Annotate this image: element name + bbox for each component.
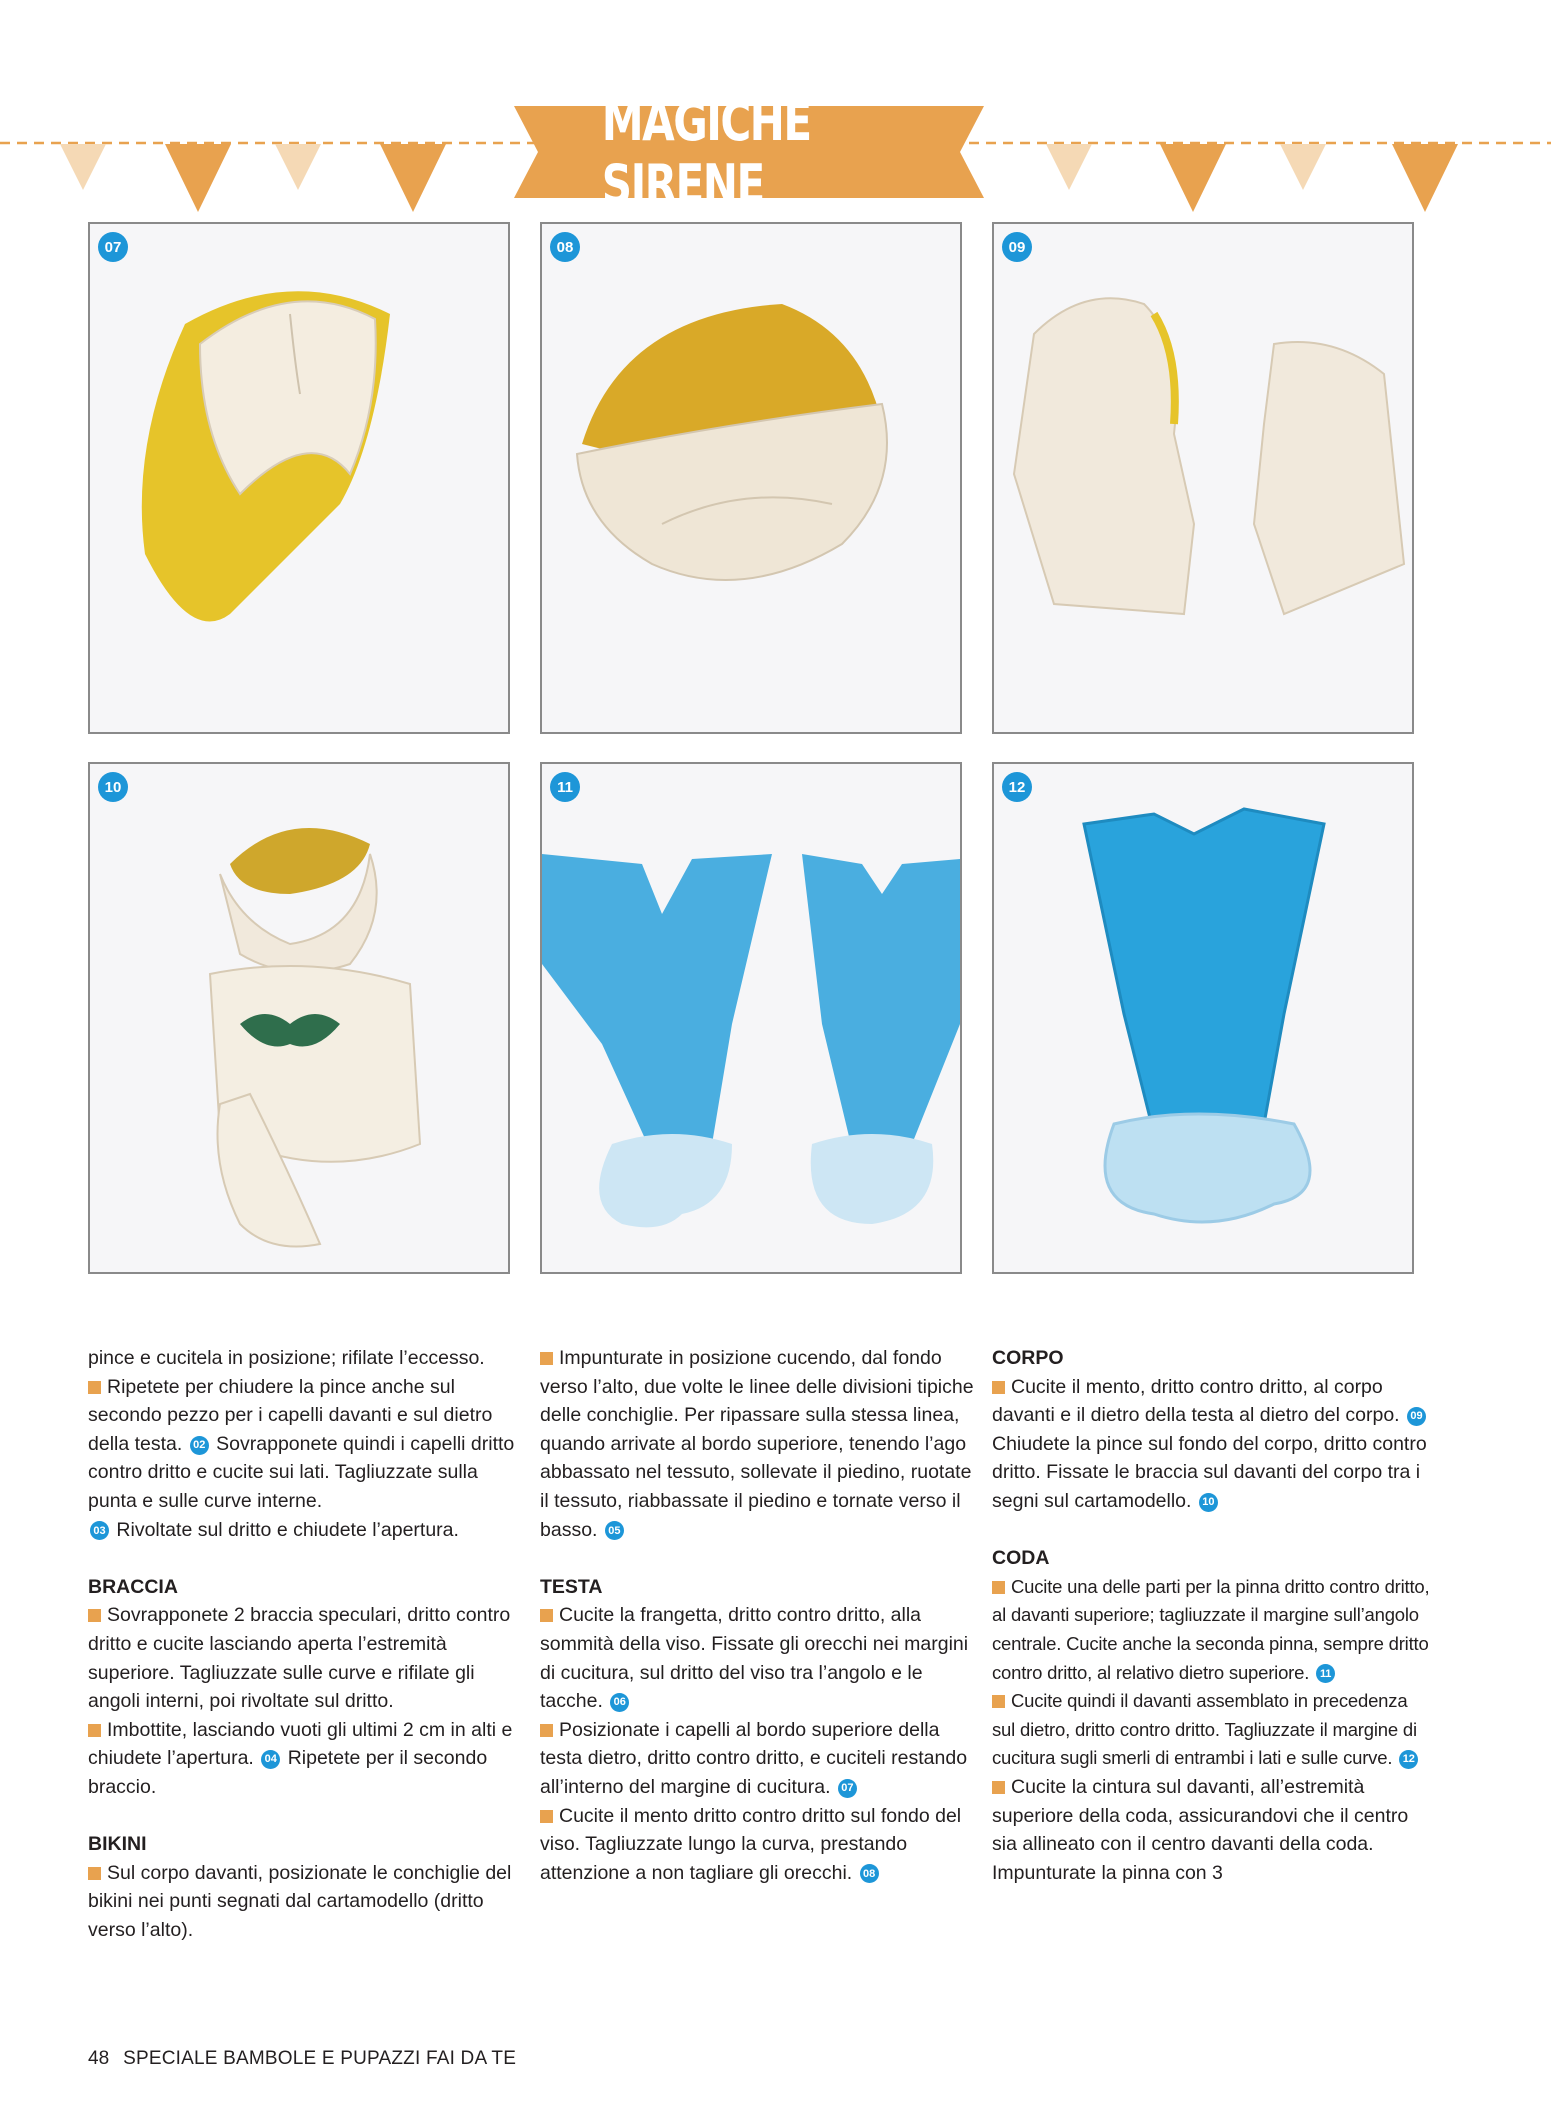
step-badge: 09: [1002, 232, 1032, 262]
page-number: 48: [88, 2048, 110, 2069]
paragraph: Cucite la frangetta, dritto contro dritto, alla sommità della viso. Fissate gli orecchi nei margini di cucitura, sul dritto del viso tra l’angolo e le tacche. 06: [540, 1604, 969, 1713]
bullet-square: [540, 1724, 553, 1737]
photo-step-10: [88, 762, 510, 1274]
paragraph: Cucite una delle parti per la pinna dritto contro dritto, al davanti superiore; tagliuzzate il margine sull’angolo centrale. Cucite anche la seconda pinna, sempre dritto contro dritto, al relativo dietro superiore. 11: [992, 1575, 1430, 1683]
page-title: MAGICHE SIRENE: [601, 90, 811, 216]
paragraph: Ripetete per chiudere la pince anche sul secondo pezzo per i capelli davanti e sul dietro della testa. 02 Sovrapponete quindi i capelli dritto contro dritto e cucite sui lati. Tagliuzzate sulla punta e sulle curve interne. 03 Rivoltate sul dritto e chiudete l’apertura.: [88, 1375, 515, 1541]
paragraph: Sovrapponete 2 braccia speculari, dritto contro dritto e cucite lasciando aperta l’estremità superiore. Tagliuzzate sulle curve e rifilate gli angoli interni, poi rivoltate sul dritto.: [88, 1604, 511, 1713]
step-ref-07: 07: [838, 1779, 857, 1798]
bullet-square: [88, 1867, 101, 1880]
paragraph: Sul corpo davanti, posizionate le conchiglie del bikini nei punti segnati dal cartamodello (dritto verso l’alto).: [88, 1861, 512, 1941]
photo-11-image: [542, 764, 960, 1272]
photo-step-12: [992, 762, 1414, 1274]
step-ref-04: 04: [261, 1750, 280, 1769]
paragraph: pince e cucitela in posizione; rifilate l’eccesso.: [88, 1347, 485, 1369]
text-column-3: [992, 1344, 1432, 1887]
photo-08-image: [542, 224, 960, 732]
step-badge: 10: [98, 772, 128, 802]
step-ref-03: 03: [90, 1521, 109, 1540]
bullet-square: [540, 1352, 553, 1365]
section-heading-corpo: CORPO: [992, 1347, 1064, 1369]
photo-12-image: [994, 764, 1412, 1272]
photo-10-image: [90, 764, 508, 1272]
step-ref-11: 11: [1316, 1664, 1335, 1683]
bullet-square: [992, 1781, 1005, 1794]
bullet-square: [992, 1695, 1005, 1708]
paragraph: Imbottite, lasciando vuoti gli ultimi 2 cm in alti e chiudete l’apertura. 04 Ripetete per il secondo braccio.: [88, 1718, 513, 1798]
text-column-2: [540, 1344, 980, 1887]
step-ref-05: 05: [605, 1521, 624, 1540]
paragraph: Impunturate in posizione cucendo, dal fondo verso l’alto, due volte le linee delle divisioni tipiche delle conchiglie. Per ripassare sulla stessa linea, quando arrivate al bordo superiore, tenendo l’ago abbassato nel tessuto, sollevate il piedino, ruotate il tessuto, riabbassate il piedino e tornate verso il basso. 05: [540, 1347, 974, 1541]
paragraph: Cucite la cintura sul davanti, all’estremità superiore della coda, assicurandovi che il centro sia allineato con il centro davanti della coda. Impunturate la pinna con 3: [992, 1775, 1409, 1884]
photo-step-08: [540, 222, 962, 734]
step-ref-02: 02: [190, 1436, 209, 1455]
photo-step-11: [540, 762, 962, 1274]
photo-step-09: [992, 222, 1414, 734]
step-badge: 12: [1002, 772, 1032, 802]
section-heading-braccia: BRACCIA: [88, 1575, 178, 1598]
step-badge: 08: [550, 232, 580, 262]
step-badge: 11: [550, 772, 580, 802]
paragraph: Cucite il mento, dritto contro dritto, al corpo davanti e il dietro della testa al dietro del corpo. 09 Chiudete la pince sul fondo del corpo, dritto contro dritto. Fissate le braccia sul davanti del corpo tra i segni sul cartamodello. 10: [992, 1375, 1427, 1512]
bullet-square: [540, 1810, 553, 1823]
step-badge: 07: [98, 232, 128, 262]
bullet-square: [992, 1581, 1005, 1594]
step-ref-09: 09: [1407, 1407, 1426, 1426]
step-ref-12: 12: [1399, 1750, 1418, 1769]
paragraph: Posizionate i capelli al bordo superiore della testa dietro, dritto contro dritto, e cuciteli restando all’interno del margine di cucitura. 07: [540, 1718, 968, 1798]
photo-step-07: [88, 222, 510, 734]
section-heading-bikini: BIKINI: [88, 1833, 147, 1856]
magazine-name: SPECIALE BAMBOLE E PUPAZZI FAI DA TE: [123, 2048, 517, 2069]
bullet-square: [88, 1609, 101, 1622]
bullet-square: [992, 1381, 1005, 1394]
bullet-square: [88, 1724, 101, 1737]
bullet-square: [540, 1609, 553, 1622]
text-column-1: [88, 1344, 528, 1944]
bullet-square: [88, 1381, 101, 1394]
paragraph: Cucite il mento dritto contro dritto sul fondo del viso. Tagliuzzate lungo la curva, prestando attenzione a non tagliare gli orecchi. 08: [540, 1804, 962, 1884]
step-ref-08: 08: [860, 1864, 879, 1883]
step-ref-10: 10: [1199, 1493, 1218, 1512]
page-footer: [88, 2048, 516, 2070]
photo-09-image: [994, 224, 1412, 732]
step-ref-06: 06: [610, 1693, 629, 1712]
section-heading-testa: TESTA: [540, 1575, 603, 1598]
section-heading-coda: CODA: [992, 1547, 1050, 1570]
photo-07-image: [90, 224, 508, 732]
paragraph: Cucite quindi il davanti assemblato in precedenza sul dietro, dritto contro dritto. Tagliuzzate il margine di cucitura sugli smerli di entrambi i lati e sulle curve. 12: [992, 1690, 1417, 1769]
